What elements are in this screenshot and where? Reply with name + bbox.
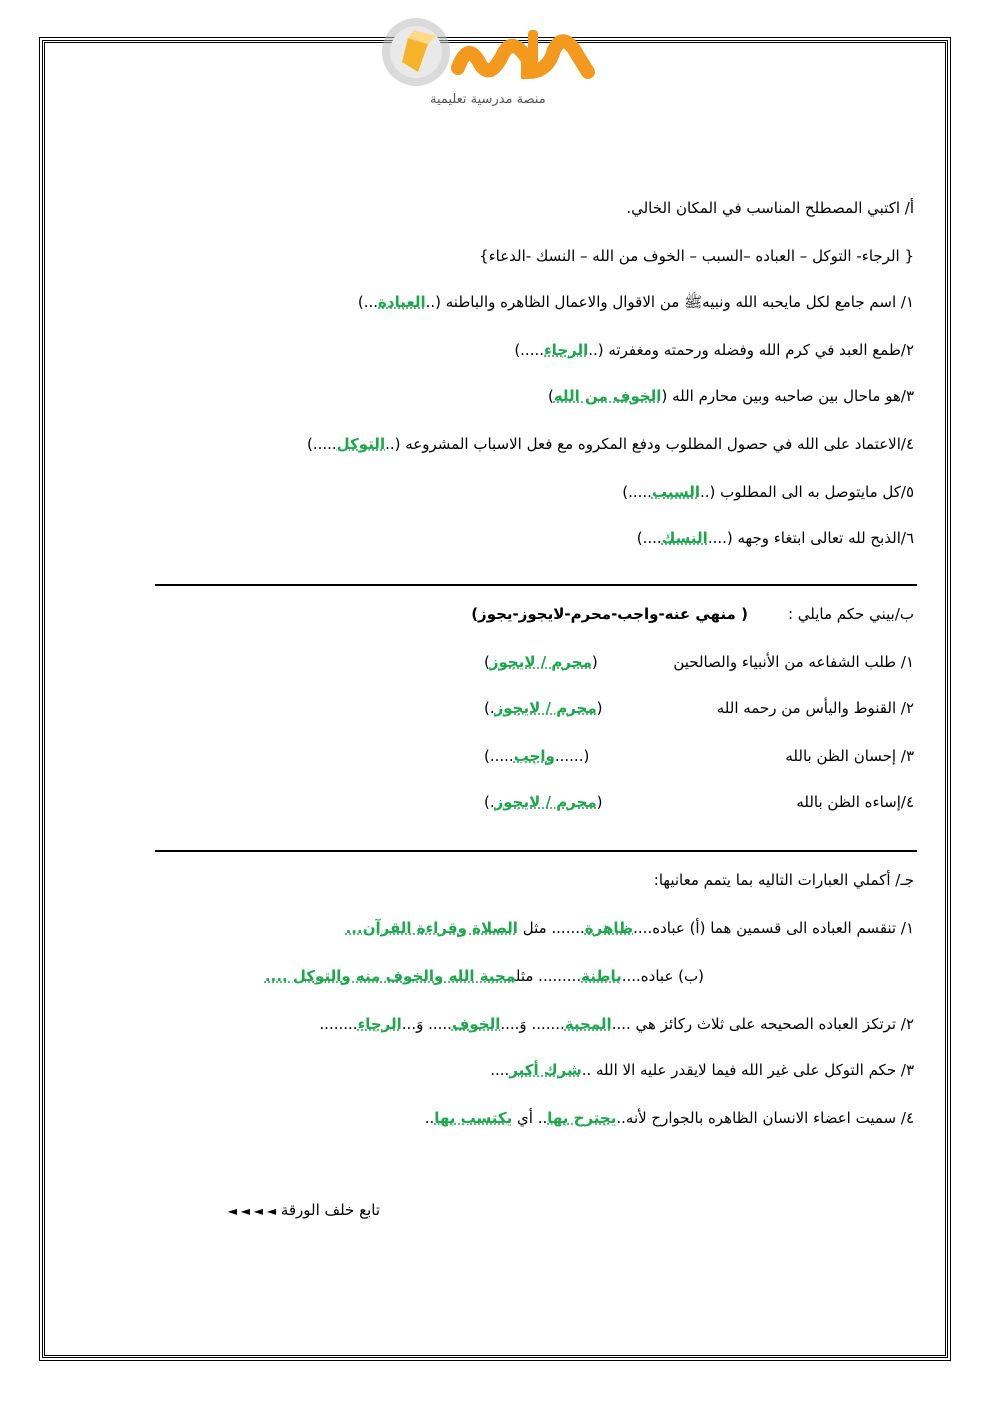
answer-inward-example: محبة الله والخوف منه والتوكل .... xyxy=(264,967,516,985)
section-b-item-2: ٢/ القنوط واليأس من رحمه الله (محرم / لايجوز.) xyxy=(484,699,914,717)
ruling-4: محرم / لايجوز xyxy=(494,793,597,811)
arrow-left-icons: ◄ ◄ ◄ ◄ xyxy=(227,1204,277,1218)
section-b-item-4: ٤/إساءه الظن بالله (محرم / لايجوز.) xyxy=(484,793,914,811)
answer-3: الخوف من الله xyxy=(553,387,662,405)
section-a-item-3: ٣/هو ماحال بين صاحبه وبين محارم الله (الخوف من الله) xyxy=(547,387,914,405)
section-a-item-5: ٥/كل مايتوصل به الى المطلوب (..السبب.....) xyxy=(622,483,914,501)
section-c-item-1: ١/ تنقسم العباده الى قسمين هما (أ) عباده....ظاهرة....... مثل الصلاة وقراءة القرآن... xyxy=(345,919,914,937)
section-a-heading: أ/ اكتبي المصطلح المناسب في المكان الخالي. xyxy=(626,199,914,217)
answer-4: التوكل xyxy=(336,435,386,453)
section-a-item-1: ١/ اسم جامع لكل مايحبه الله ونبيهﷺ من الاقوال والاعمال الظاهره والباطنه (..العبادة...) xyxy=(357,293,914,311)
answer-outward-example: الصلاة وقراءة القرآن... xyxy=(345,919,518,937)
ruling-3: واجب xyxy=(513,747,555,765)
divider-2 xyxy=(155,850,917,852)
section-a-options: { الرجاء- التوكل – العباده –السبب – الخوف من الله – النسك -الدعاء} xyxy=(479,247,914,265)
answer-jawarih-2: يكتسب بها xyxy=(434,1109,513,1127)
continue-note: تابع خلف الورقة ◄ ◄ ◄ ◄ xyxy=(227,1201,380,1219)
section-b-options: ( منهي عنه-واجب-محرم-لايجوز-يجوز) xyxy=(471,605,748,623)
answer-ruling: شرك أكبر xyxy=(509,1061,582,1079)
section-c-item-3: ٣/ حكم التوكل على غير الله فيما لايقدر عليه الا الله ..شرك أكبر.... xyxy=(490,1061,914,1079)
section-b-item-3: ٣/ إحسان الظن بالله (......واجب.....) xyxy=(484,747,914,765)
section-c-item-2: ٢/ ترتكز العباده الصحيحه على ثلاث ركائز هي ....المحبة....... وَ....الخوف..... وَ...الرجاء........ xyxy=(319,1015,914,1033)
logo-tagline: منصة مدرسية تعليمية xyxy=(430,92,546,107)
answer-2: الرجاء xyxy=(544,341,589,359)
section-a-item-4: ٤/الاعتماد على الله في حصول المطلوب ودفع المكروه مع فعل الاسباب المشروعه (..التوكل.....) xyxy=(306,435,914,453)
answer-5: السبب xyxy=(651,483,700,501)
answer-inward: باطنة xyxy=(581,967,622,985)
answer-1: العبادة xyxy=(378,293,426,311)
section-a-item-6: ٦/الذبح لله تعالى ابتغاء وجهه (....النسك....) xyxy=(636,529,914,547)
section-b-item-1: ١/ طلب الشفاعه من الأنبياء والصالحين (محرم / لايجوز) xyxy=(484,653,914,671)
section-b-heading: ب/بيني حكم مايلي :( منهي عنه-واجب-محرم-لايجوز-يجوز) xyxy=(471,605,914,623)
section-c-item-4: ٤/ سميت اعضاء الانسان الظاهره بالجوارح لأنه..يجترح بها.. أي يكتسب بها.. xyxy=(424,1109,914,1127)
section-c-item-1b: (ب) عباده....باطنة......... مثلمحبة الله والخوف منه والتوكل .... xyxy=(264,967,704,985)
answer-love: المحبة xyxy=(564,1015,612,1033)
answer-jawarih-1: يجترح بها xyxy=(547,1109,617,1127)
section-c-heading: جـ/ أكملي العبارات التاليه بما يتمم معانيها: xyxy=(653,871,914,889)
ruling-1: محرم / لايجوز xyxy=(489,653,592,671)
divider-1 xyxy=(155,584,917,586)
ruling-2: محرم / لايجوز xyxy=(494,699,597,717)
answer-6: النسك xyxy=(661,529,708,547)
answer-fear: الخوف xyxy=(451,1015,501,1033)
answer-hope: الرجاء xyxy=(357,1015,402,1033)
answer-outward: ظاهرة xyxy=(584,919,634,937)
section-a-item-2: ٢/طمع العبد في كرم الله وفضله ورحمته ومغفرته (..الرجاء.....) xyxy=(514,341,914,359)
